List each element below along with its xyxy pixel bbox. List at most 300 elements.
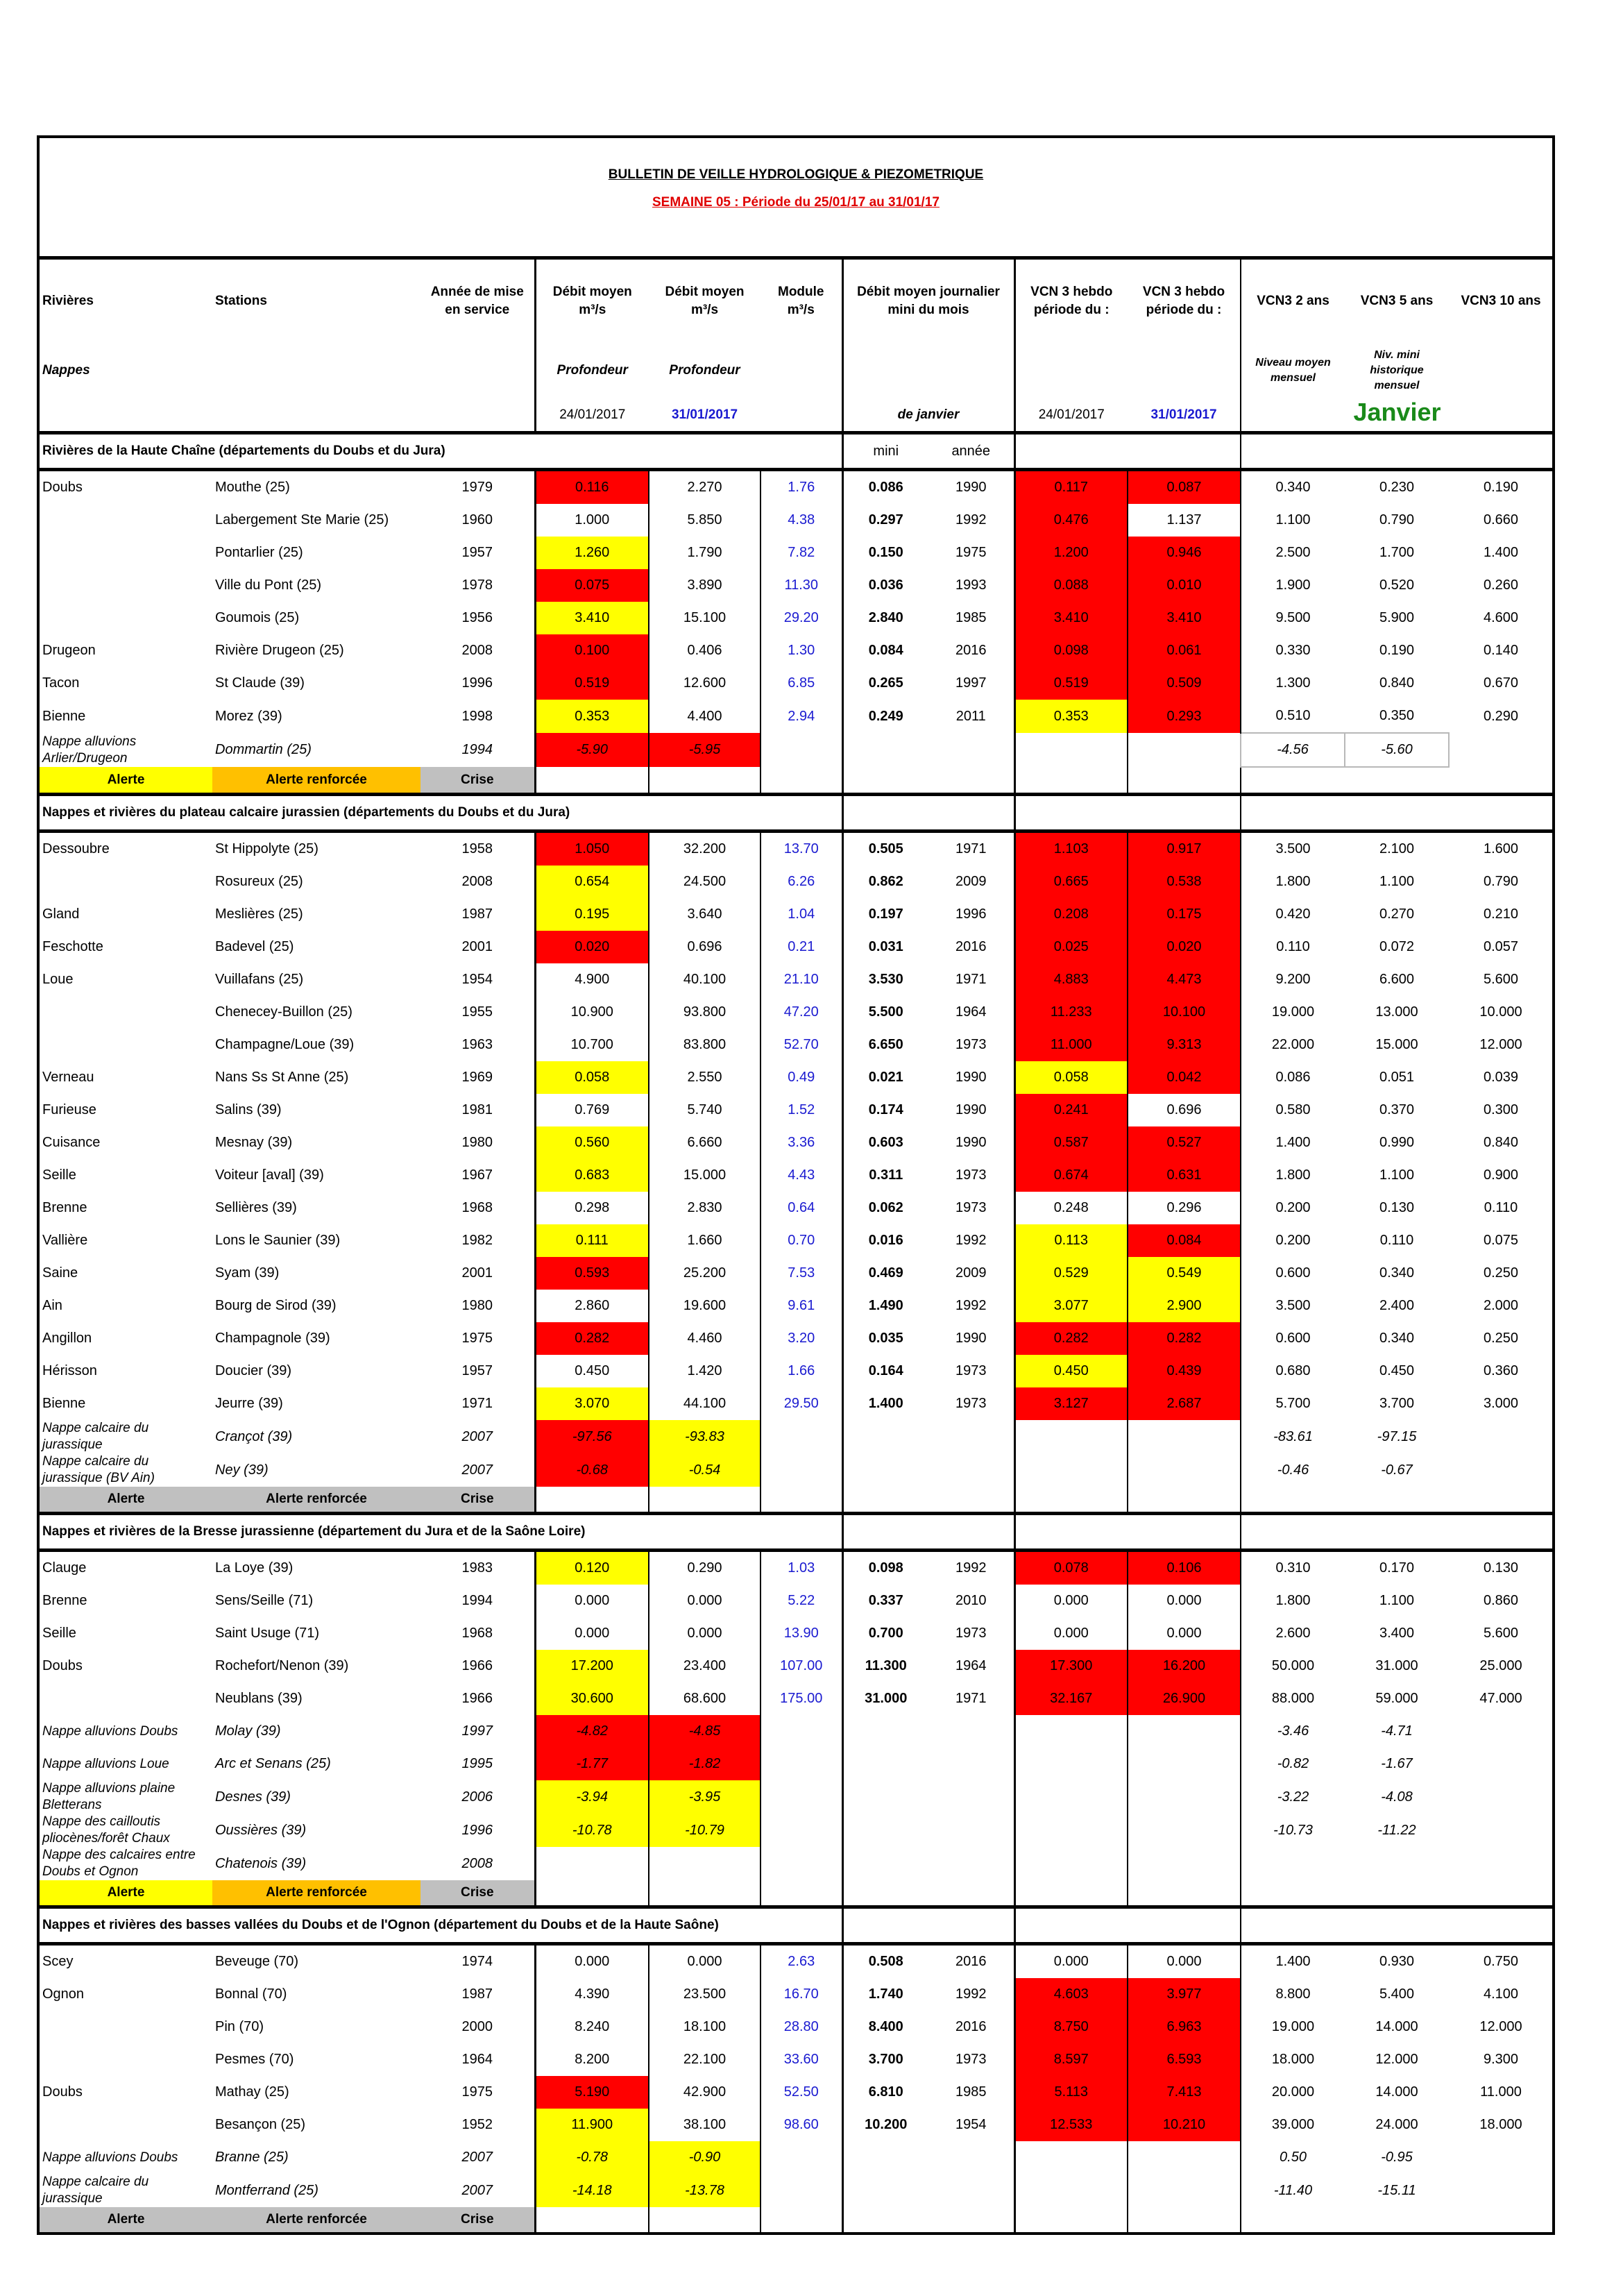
vcn3-10ans: 0.860: [1483, 1593, 1519, 1608]
annee-service: 1974: [461, 1954, 493, 1969]
vcn3-2ans: 19.000: [1241, 2011, 1345, 2043]
cell: [1241, 1880, 1553, 1907]
cell: [535, 767, 649, 795]
station-name: Champagnole (39): [215, 1331, 330, 1346]
vcn3-2ans: 50.000: [1241, 1650, 1345, 1682]
vcn3-5ans: 1.100: [1379, 874, 1415, 889]
vcn-hebdo-1: 0.674: [1014, 1159, 1128, 1192]
vcn-hebdo-1: 0.098: [1014, 634, 1128, 667]
vcn-hebdo-1: 5.113: [1014, 2076, 1128, 2109]
vcn-hebdo-2: 0.175: [1128, 898, 1241, 931]
debit-1: 1.260: [535, 537, 649, 569]
vcn-hebdo-2: 0.527: [1128, 1126, 1241, 1159]
debit-2: 2.550: [649, 1061, 760, 1094]
station-name: Chatenois (39): [215, 1855, 307, 1871]
nappe-row: [40, 1748, 1553, 1780]
station-name: Ville du Pont (25): [215, 577, 322, 593]
annee-service: 2007: [461, 2150, 493, 2165]
station-row: [40, 2109, 1553, 2141]
mini-annee: 1990: [955, 1102, 987, 1117]
mini-value: 31.000: [842, 1682, 928, 1715]
station-name: Nans Ss St Anne (25): [215, 1070, 349, 1085]
mini-value: [842, 1780, 928, 1814]
station-row: [40, 1551, 1553, 1585]
hydrology-table: [40, 260, 1553, 2232]
mini-annee: 1964: [955, 1658, 987, 1673]
cell: [1128, 767, 1241, 795]
module: [760, 1814, 842, 1847]
debit-1: 10.700: [535, 1029, 649, 1061]
vcn3-5ans: 0.230: [1379, 480, 1415, 495]
station-name: Dommartin (25): [215, 742, 312, 757]
annee-service: 1983: [461, 1560, 493, 1576]
annee-service: 1956: [461, 610, 493, 625]
vcn-hebdo-1: 0.248: [1014, 1192, 1128, 1224]
debit-1: 17.200: [535, 1650, 649, 1682]
riviere-name: [40, 2043, 212, 2076]
mini-annee: 1973: [955, 2052, 987, 2067]
station-row: [40, 537, 1553, 569]
cell: [760, 2207, 842, 2232]
vcn-hebdo-2: 0.509: [1128, 667, 1241, 700]
debit-1: 0.683: [535, 1159, 649, 1192]
vcn3-5ans: 0.520: [1379, 577, 1415, 593]
riviere-name: Bienne: [42, 708, 86, 724]
vcn3-2ans: 0.200: [1241, 1192, 1345, 1224]
station-row: [40, 866, 1553, 898]
riviere-name: Nappe alluvions plaine Bletterans: [42, 1781, 176, 1812]
vcn3-10ans: 0.250: [1483, 1331, 1519, 1346]
vcn3-5ans: -15.11: [1377, 2182, 1416, 2198]
vcn-hebdo-2: [1128, 733, 1241, 767]
annee-service: 1998: [461, 708, 493, 724]
station-row: [40, 1029, 1553, 1061]
mini-value: 0.469: [842, 1257, 928, 1290]
col-annee-service: Année de mise en service: [430, 285, 524, 317]
vcn-hebdo-1: 0.113: [1014, 1224, 1128, 1257]
vcn-hebdo-2: 0.000: [1128, 1944, 1241, 1979]
vcn3-5ans: -0.67: [1381, 1462, 1413, 1478]
nappe-row: [40, 2141, 1553, 2174]
vcn3-10ans: 11.000: [1480, 2084, 1522, 2100]
vcn3-2ans: 9.500: [1241, 602, 1345, 634]
vcn-hebdo-1: [1014, 733, 1128, 767]
annee-service: 1975: [461, 1331, 493, 1346]
mini-annee: 2016: [955, 643, 987, 658]
station-row: [40, 1585, 1553, 1617]
mini-annee: 2009: [955, 1265, 987, 1281]
vcn3-10ans: 12.000: [1479, 1037, 1522, 1052]
vcn-hebdo-2: 0.084: [1128, 1224, 1241, 1257]
module: 5.22: [760, 1585, 842, 1617]
station-name: Rochefort/Nenon (39): [215, 1658, 349, 1673]
vcn3-10ans: 2.000: [1483, 1298, 1519, 1313]
debit-2: -0.54: [649, 1453, 760, 1487]
module: [760, 1847, 842, 1880]
vcn-hebdo-2: [1128, 1814, 1241, 1847]
mini-annee: 1973: [955, 1363, 987, 1378]
cell: [1014, 1514, 1241, 1551]
annee-service: 1952: [461, 2117, 493, 2132]
debit-1: 0.450: [535, 1355, 649, 1387]
station-row: [40, 1061, 1553, 1094]
debit-2: 1.660: [649, 1224, 760, 1257]
debit-2: 93.800: [649, 996, 760, 1029]
section-header: [40, 795, 1553, 832]
annee-service: 1966: [461, 1658, 493, 1673]
mini-annee: [928, 1748, 1014, 1780]
title-box: [40, 138, 1552, 260]
vcn3-5ans: 0.072: [1379, 939, 1415, 954]
vcn3-2ans: 0.330: [1241, 634, 1345, 667]
module: 1.04: [760, 898, 842, 931]
module: 9.61: [760, 1290, 842, 1322]
mini-value: 0.164: [842, 1355, 928, 1387]
station-name: Bourg de Sirod (39): [215, 1298, 337, 1313]
mini-annee: 1990: [955, 1070, 987, 1085]
mini-annee: 1992: [955, 1298, 987, 1313]
vcn3-2ans: 18.000: [1241, 2043, 1345, 2076]
vcn3-10ans: 0.057: [1483, 939, 1519, 954]
vcn3-10ans: 0.130: [1483, 1560, 1519, 1576]
station-row: [40, 1322, 1553, 1355]
vcn3-5ans: 0.370: [1379, 1102, 1415, 1117]
debit-1: 2.860: [535, 1290, 649, 1322]
annee-service: 1980: [461, 1135, 493, 1150]
vcn3-10ans: [1449, 733, 1553, 767]
debit-2: 6.660: [649, 1126, 760, 1159]
annee-service: 1996: [461, 1822, 493, 1838]
vcn-hebdo-2: 0.087: [1128, 470, 1241, 505]
station-name: Bonnal (70): [215, 1986, 287, 2002]
vcn3-5ans: 0.190: [1379, 643, 1415, 658]
station-name: Champagne/Loue (39): [215, 1037, 355, 1052]
legend-crise: Crise: [420, 767, 535, 795]
vcn3-2ans: 1.800: [1241, 1159, 1345, 1192]
vcn3-2ans: 0.340: [1241, 470, 1345, 505]
riviere-name: Saine: [42, 1265, 78, 1281]
vcn3-5ans: -97.15: [1377, 1428, 1417, 1444]
annee-service: 1975: [461, 2084, 493, 2100]
vcn-hebdo-1: 0.241: [1014, 1094, 1128, 1126]
vcn3-5ans: 0.170: [1379, 1560, 1415, 1576]
annee-service: 1978: [461, 577, 493, 593]
vcn3-10ans: [1449, 1715, 1553, 1748]
riviere-name: Scey: [42, 1954, 74, 1969]
debit-2: 4.460: [649, 1322, 760, 1355]
vcn-hebdo-2: 2.900: [1128, 1290, 1241, 1322]
annee-service: 2007: [461, 2182, 493, 2198]
riviere-name: Vallière: [42, 1233, 88, 1248]
debit-1: -97.56: [535, 1420, 649, 1453]
section-title: Nappes et rivières du plateau calcaire jurassien (départements du Doubs et du Jura): [40, 795, 842, 832]
debit-1: 10.900: [535, 996, 649, 1029]
cell: [928, 1907, 1014, 1944]
vcn-hebdo-2: 26.900: [1128, 1682, 1241, 1715]
vcn-hebdo-1: 0.058: [1014, 1061, 1128, 1094]
station-row: [40, 996, 1553, 1029]
riviere-name: Nappe alluvions Arlier/Drugeon: [42, 734, 137, 766]
mini-annee: 2011: [955, 708, 986, 724]
vcn-hebdo-1: 8.750: [1014, 2011, 1128, 2043]
mini-annee: [928, 1715, 1014, 1748]
vcn3-2ans: -4.56: [1241, 733, 1345, 767]
mini-value: 3.700: [842, 2043, 928, 2076]
module: 28.80: [760, 2011, 842, 2043]
vcn3-10ans: 1.400: [1483, 545, 1519, 560]
vcn3-2ans: 0.420: [1241, 898, 1345, 931]
mini-value: 0.098: [842, 1551, 928, 1585]
riviere-name: [40, 537, 212, 569]
cell: [842, 1514, 928, 1551]
legend-alerte-renforcee: Alerte renforcée: [212, 1880, 420, 1907]
mini-annee: 2010: [955, 1593, 987, 1608]
vcn3-5ans: 14.000: [1375, 2019, 1418, 2034]
vcn-hebdo-2: 0.282: [1128, 1322, 1241, 1355]
col-vcn-hebdo-1: VCN 3 hebdo période du :: [1014, 260, 1128, 343]
debit-2: 15.100: [649, 602, 760, 634]
vcn3-5ans: 0.340: [1379, 1265, 1415, 1281]
module: 1.76: [760, 470, 842, 505]
mini-annee: 1971: [955, 972, 987, 987]
station-row: [40, 1650, 1553, 1682]
mini-value: 0.297: [842, 504, 928, 537]
riviere-name: Cuisance: [42, 1135, 101, 1150]
nappe-row: [40, 733, 1553, 767]
cell: [928, 795, 1014, 832]
mini-annee: 2016: [955, 939, 987, 954]
vcn3-2ans: 1.300: [1241, 667, 1345, 700]
station-name: Mouthe (25): [215, 480, 290, 495]
module: 47.20: [760, 996, 842, 1029]
nappe-row: [40, 1453, 1553, 1487]
vcn-hebdo-1: 4.883: [1014, 963, 1128, 996]
vcn-hebdo-2: 0.631: [1128, 1159, 1241, 1192]
debit-1: 0.000: [535, 1944, 649, 1979]
vcn-hebdo-1: 0.000: [1014, 1585, 1128, 1617]
vcn-hebdo-2: [1128, 2174, 1241, 2207]
module: 6.26: [760, 866, 842, 898]
vcn3-2ans: 1.900: [1241, 569, 1345, 602]
vcn-hebdo-1: 3.127: [1014, 1387, 1128, 1420]
mini-value: 0.197: [842, 898, 928, 931]
mini-value: 2.840: [842, 602, 928, 634]
vcn3-2ans: 0.600: [1241, 1322, 1345, 1355]
vcn3-5ans: 0.790: [1379, 512, 1415, 527]
vcn3-2ans: 22.000: [1241, 1029, 1345, 1061]
legend-row: [40, 2207, 1553, 2232]
vcn3-10ans: [1449, 1847, 1553, 1880]
debit-2: 0.000: [649, 1617, 760, 1650]
cell: [1014, 2207, 1128, 2232]
module: 7.53: [760, 1257, 842, 1290]
station-name: Rosureux (25): [215, 874, 303, 889]
debit-2: -10.79: [649, 1814, 760, 1847]
vcn3-5ans: 13.000: [1375, 1004, 1418, 1020]
debit-1: -5.90: [535, 733, 649, 767]
debit-2: 0.000: [649, 1944, 760, 1979]
station-row: [40, 931, 1553, 963]
debit-2: 40.100: [649, 963, 760, 996]
mini-value: [842, 1715, 928, 1748]
vcn-hebdo-2: [1128, 1420, 1241, 1453]
module: [760, 2141, 842, 2174]
module: 107.00: [760, 1650, 842, 1682]
annee-service: 1971: [461, 1396, 493, 1411]
mini-value: 0.337: [842, 1585, 928, 1617]
module: 13.90: [760, 1617, 842, 1650]
vcn3-5ans: 0.840: [1379, 675, 1415, 691]
mini-value: [842, 1847, 928, 1880]
mini-annee: 2009: [955, 874, 987, 889]
cell: [1241, 1514, 1553, 1551]
vcn3-10ans: 0.900: [1483, 1167, 1519, 1183]
riviere-name: Doubs: [42, 1658, 83, 1673]
vcn-hebdo-2: [1128, 2141, 1241, 2174]
section-header: [40, 1514, 1553, 1551]
vcn-hebdo-1: 3.077: [1014, 1290, 1128, 1322]
mini-value: 11.300: [842, 1650, 928, 1682]
vcn3-2ans: -3.22: [1241, 1780, 1345, 1814]
mini-annee: 1973: [955, 1037, 987, 1052]
vcn3-10ans: 0.190: [1483, 480, 1519, 495]
debit-2: 25.200: [649, 1257, 760, 1290]
debit-2: 18.100: [649, 2011, 760, 2043]
annee-service: 1963: [461, 1037, 493, 1052]
mini-value: 8.400: [842, 2011, 928, 2043]
debit-2: 24.500: [649, 866, 760, 898]
debit-1: -4.82: [535, 1715, 649, 1748]
debit-2: 1.790: [649, 537, 760, 569]
annee-service: 2008: [461, 643, 493, 658]
vcn3-10ans: [1449, 1453, 1553, 1487]
riviere-name: Gland: [42, 906, 80, 922]
vcn3-10ans: [1449, 1420, 1553, 1453]
debit-1: -1.77: [535, 1748, 649, 1780]
station-row: [40, 898, 1553, 931]
station-row: [40, 1387, 1553, 1420]
debit-2: 83.800: [649, 1029, 760, 1061]
vcn-hebdo-1: 0.587: [1014, 1126, 1128, 1159]
debit-1: -10.78: [535, 1814, 649, 1847]
riviere-name: Ognon: [42, 1986, 85, 2002]
vcn3-5ans: 0.110: [1379, 1233, 1414, 1248]
debit-1: 3.410: [535, 602, 649, 634]
riviere-name: Nappe alluvions Doubs: [42, 2150, 178, 2165]
riviere-name: Brenne: [42, 1593, 87, 1608]
riviere-name: [40, 569, 212, 602]
debit-2: 38.100: [649, 2109, 760, 2141]
legend-alerte-renforcee: Alerte renforcée: [212, 767, 420, 795]
cell: [649, 1487, 760, 1514]
station-row: [40, 1290, 1553, 1322]
vcn-hebdo-2: [1128, 1847, 1241, 1880]
riviere-name: [40, 996, 212, 1029]
annee-service: 1987: [461, 906, 493, 922]
cell: [1241, 1487, 1553, 1514]
vcn3-2ans: 0.50: [1241, 2141, 1345, 2174]
vcn-hebdo-2: 0.000: [1128, 1585, 1241, 1617]
station-name: Mathay (25): [215, 2084, 289, 2100]
annee-service: 1994: [461, 1593, 493, 1608]
riviere-name: Doubs: [42, 480, 83, 495]
vcn3-5ans: -11.22: [1377, 1822, 1416, 1838]
debit-2: 0.406: [649, 634, 760, 667]
vcn3-10ans: 4.100: [1483, 1986, 1519, 2002]
cell: [1014, 1880, 1128, 1907]
station-row: [40, 602, 1553, 634]
vcn-hebdo-2: 0.439: [1128, 1355, 1241, 1387]
cell: [1014, 1907, 1241, 1944]
vcn3-5ans: 24.000: [1375, 2117, 1418, 2132]
vcn3-10ans: [1449, 2174, 1553, 2207]
vcn-hebdo-2: 2.687: [1128, 1387, 1241, 1420]
module: 29.20: [760, 602, 842, 634]
riviere-name: Nappe des calcaires entre Doubs et Ognon: [42, 1848, 196, 1879]
vcn3-5ans: -5.60: [1345, 733, 1449, 767]
riviere-name: Angillon: [42, 1331, 92, 1346]
station-row: [40, 2043, 1553, 2076]
vcn3-5ans: [1345, 1847, 1449, 1880]
month-label: Janvier: [1353, 398, 1441, 426]
vcn3-10ans: 3.000: [1483, 1396, 1519, 1411]
vcn3-2ans: 1.100: [1241, 504, 1345, 537]
vcn3-5ans: 6.600: [1379, 972, 1415, 987]
station-name: Oussières (39): [215, 1822, 307, 1838]
mini-annee: [928, 2174, 1014, 2207]
annee-service: 1996: [461, 675, 493, 691]
vcn3-5ans: 1.100: [1379, 1167, 1415, 1183]
riviere-name: Nappe alluvions Doubs: [42, 1723, 178, 1739]
vcn3-10ans: 0.290: [1483, 708, 1519, 724]
vcn3-5ans: 2.400: [1379, 1298, 1415, 1313]
riviere-name: Seille: [42, 1167, 76, 1183]
mini-value: 0.174: [842, 1094, 928, 1126]
riviere-name: Nappe calcaire du jurassique: [42, 1421, 149, 1452]
mini-annee: [928, 1420, 1014, 1453]
vcn3-5ans: 59.000: [1375, 1691, 1418, 1706]
module: 1.03: [760, 1551, 842, 1585]
riviere-name: Feschotte: [42, 939, 103, 954]
vcn3-2ans: -0.82: [1241, 1748, 1345, 1780]
vcn-hebdo-1: 0.000: [1014, 1944, 1128, 1979]
station-row: [40, 1682, 1553, 1715]
annee-service: 1979: [461, 480, 493, 495]
vcn-hebdo-1: 0.117: [1014, 470, 1128, 505]
vcn-hebdo-2: 0.296: [1128, 1192, 1241, 1224]
col-vcn-hebdo-2: VCN 3 hebdo période du :: [1142, 285, 1225, 317]
module: 1.30: [760, 634, 842, 667]
col-module: Module m³/s: [778, 285, 824, 317]
vcn-hebdo-1: 8.597: [1014, 2043, 1128, 2076]
vcn-hebdo-1: [1014, 2141, 1128, 2174]
vcn-hebdo-1: [1014, 1780, 1128, 1814]
cell: [1241, 2207, 1553, 2232]
module: 0.49: [760, 1061, 842, 1094]
debit-1: 1.000: [535, 504, 649, 537]
module: 0.21: [760, 931, 842, 963]
riviere-name: Hérisson: [42, 1363, 97, 1378]
nappe-row: [40, 1847, 1553, 1880]
module: [760, 1715, 842, 1748]
nappe-row: [40, 1420, 1553, 1453]
debit-1: 0.560: [535, 1126, 649, 1159]
vcn3-10ans: 0.790: [1483, 874, 1519, 889]
debit-2: -13.78: [649, 2174, 760, 2207]
mini-annee: 1992: [955, 512, 987, 527]
legend-crise: Crise: [420, 2207, 535, 2232]
vcn3-5ans: 31.000: [1375, 1658, 1418, 1673]
